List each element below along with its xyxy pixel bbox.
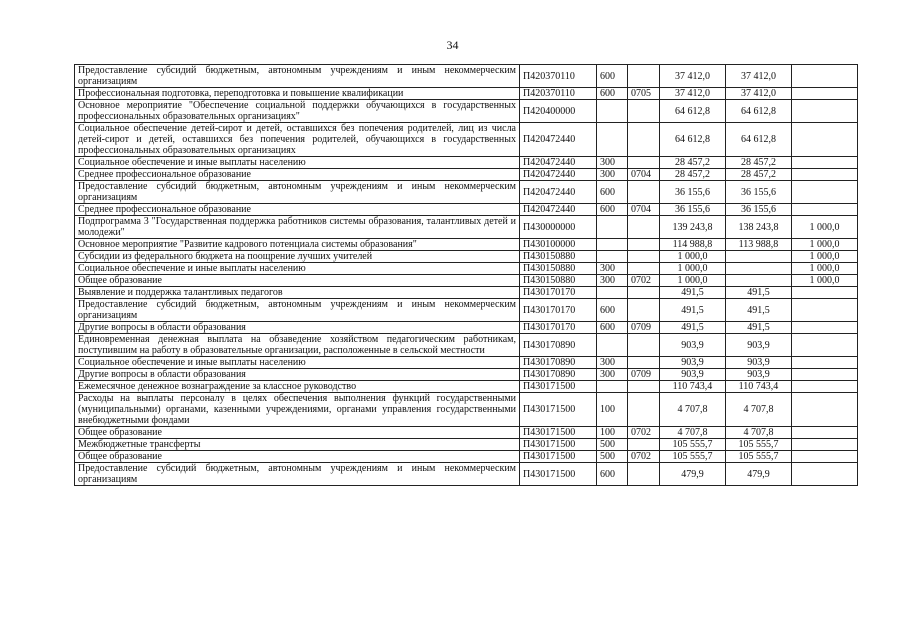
amount-regional: 479,9 (726, 463, 792, 486)
section-code (628, 334, 660, 357)
budget-item-name: Подпрограмма 3 "Государственная поддержка работников системы образования, талантливых детей и молодежи" (75, 216, 520, 239)
amount-federal (792, 204, 858, 216)
amount-regional (726, 275, 792, 287)
amount-federal: 1 000,0 (792, 251, 858, 263)
expense-type-code (597, 334, 628, 357)
budget-item-code: П430170890 (520, 357, 597, 369)
amount-total: 139 243,8 (660, 216, 726, 239)
amount-total: 36 155,6 (660, 181, 726, 204)
amount-total: 105 555,7 (660, 451, 726, 463)
budget-item-code: П430170890 (520, 369, 597, 381)
table-row (75, 275, 858, 287)
budget-item-name: Другие вопросы в области образования (75, 322, 520, 334)
amount-federal (792, 381, 858, 393)
expense-type-code: 600 (597, 204, 628, 216)
amount-regional: 138 243,8 (726, 216, 792, 239)
budget-item-name: Профессиональная подготовка, переподготовка и повышение квалификации (75, 88, 520, 100)
expense-type-code: 300 (597, 157, 628, 169)
expense-type-code: 100 (597, 393, 628, 427)
amount-total: 903,9 (660, 369, 726, 381)
amount-total: 105 555,7 (660, 439, 726, 451)
amount-federal (792, 123, 858, 157)
amount-total: 28 457,2 (660, 157, 726, 169)
amount-federal (792, 181, 858, 204)
amount-regional: 36 155,6 (726, 181, 792, 204)
expense-type-code: 500 (597, 451, 628, 463)
budget-item-code: П420400000 (520, 100, 597, 123)
expense-type-code: 600 (597, 181, 628, 204)
budget-item-code: П430100000 (520, 239, 597, 251)
section-code: 0705 (628, 88, 660, 100)
expense-type-code: 300 (597, 275, 628, 287)
amount-regional: 903,9 (726, 334, 792, 357)
amount-total: 1 000,0 (660, 275, 726, 287)
section-code: 0704 (628, 204, 660, 216)
amount-federal: 1 000,0 (792, 275, 858, 287)
budget-item-name: Предоставление субсидий бюджетным, автономным учреждениям и иным некоммерческим организациям (75, 65, 520, 88)
budget-item-code: П420472440 (520, 123, 597, 157)
amount-regional: 903,9 (726, 357, 792, 369)
budget-table (74, 64, 858, 486)
budget-item-code: П430150880 (520, 251, 597, 263)
section-code (628, 239, 660, 251)
amount-total: 28 457,2 (660, 169, 726, 181)
expense-type-code: 600 (597, 322, 628, 334)
amount-total: 64 612,8 (660, 100, 726, 123)
amount-total: 4 707,8 (660, 427, 726, 439)
amount-regional: 113 988,8 (726, 239, 792, 251)
budget-item-name: Предоставление субсидий бюджетным, автономным учреждениям и иным некоммерческим организациям (75, 181, 520, 204)
budget-item-code: П420472440 (520, 204, 597, 216)
section-code (628, 439, 660, 451)
expense-type-code: 600 (597, 299, 628, 322)
expense-type-code (597, 381, 628, 393)
expense-type-code: 300 (597, 169, 628, 181)
expense-type-code: 600 (597, 65, 628, 88)
amount-total: 903,9 (660, 334, 726, 357)
section-code (628, 287, 660, 299)
amount-regional: 105 555,7 (726, 451, 792, 463)
amount-regional (726, 263, 792, 275)
budget-item-name: Основное мероприятие "Развитие кадрового потенциала системы образования" (75, 239, 520, 251)
amount-federal (792, 322, 858, 334)
amount-federal (792, 100, 858, 123)
table-row (75, 369, 858, 381)
expense-type-code: 600 (597, 88, 628, 100)
budget-item-code: П430170890 (520, 334, 597, 357)
amount-federal: 1 000,0 (792, 263, 858, 275)
budget-item-name: Социальное обеспечение и иные выплаты населению (75, 157, 520, 169)
expense-type-code: 600 (597, 463, 628, 486)
amount-total: 4 707,8 (660, 393, 726, 427)
table-row (75, 381, 858, 393)
section-code (628, 393, 660, 427)
section-code (628, 263, 660, 275)
amount-federal (792, 427, 858, 439)
amount-total: 491,5 (660, 299, 726, 322)
budget-item-name: Социальное обеспечение и иные выплаты населению (75, 263, 520, 275)
budget-item-name: Предоставление субсидий бюджетным, автономным учреждениям и иным некоммерческим организациям (75, 299, 520, 322)
budget-table-body (75, 65, 858, 486)
expense-type-code: 500 (597, 439, 628, 451)
table-row (75, 393, 858, 427)
budget-item-name: Межбюджетные трансферты (75, 439, 520, 451)
budget-item-name: Общее образование (75, 427, 520, 439)
table-row (75, 263, 858, 275)
section-code (628, 181, 660, 204)
budget-item-code: П430150880 (520, 263, 597, 275)
table-row (75, 123, 858, 157)
budget-item-code: П430171500 (520, 451, 597, 463)
budget-item-code: П430171500 (520, 393, 597, 427)
expense-type-code: 300 (597, 369, 628, 381)
expense-type-code: 300 (597, 263, 628, 275)
amount-regional: 491,5 (726, 299, 792, 322)
amount-federal (792, 157, 858, 169)
budget-item-code: П420370110 (520, 88, 597, 100)
table-row (75, 239, 858, 251)
section-code (628, 299, 660, 322)
expense-type-code (597, 251, 628, 263)
amount-total: 37 412,0 (660, 88, 726, 100)
amount-federal (792, 357, 858, 369)
amount-federal (792, 299, 858, 322)
amount-federal (792, 169, 858, 181)
amount-total: 491,5 (660, 287, 726, 299)
table-row (75, 287, 858, 299)
budget-item-name: Общее образование (75, 275, 520, 287)
expense-type-code: 300 (597, 357, 628, 369)
amount-federal: 1 000,0 (792, 239, 858, 251)
table-row (75, 251, 858, 263)
amount-federal (792, 287, 858, 299)
budget-item-name: Общее образование (75, 451, 520, 463)
amount-federal: 1 000,0 (792, 216, 858, 239)
budget-item-code: П430170170 (520, 322, 597, 334)
amount-regional: 64 612,8 (726, 100, 792, 123)
table-row (75, 204, 858, 216)
amount-regional: 4 707,8 (726, 427, 792, 439)
amount-regional: 36 155,6 (726, 204, 792, 216)
expense-type-code (597, 100, 628, 123)
table-row (75, 451, 858, 463)
table-row (75, 334, 858, 357)
budget-item-name: Расходы на выплаты персоналу в целях обеспечения выполнения функций государственными (муниципальными) органами, казенными учреждениями, органами управления государственными внебюджетными фондами (75, 393, 520, 427)
section-code: 0702 (628, 275, 660, 287)
section-code (628, 251, 660, 263)
table-row (75, 100, 858, 123)
section-code: 0702 (628, 427, 660, 439)
expense-type-code (597, 287, 628, 299)
table-row (75, 463, 858, 486)
amount-regional: 37 412,0 (726, 88, 792, 100)
amount-federal (792, 393, 858, 427)
budget-item-code: П430150880 (520, 275, 597, 287)
amount-regional (726, 251, 792, 263)
budget-item-name: Ежемесячное денежное вознаграждение за классное руководство (75, 381, 520, 393)
amount-regional: 28 457,2 (726, 169, 792, 181)
amount-regional: 110 743,4 (726, 381, 792, 393)
amount-regional: 491,5 (726, 287, 792, 299)
amount-regional: 37 412,0 (726, 65, 792, 88)
section-code (628, 123, 660, 157)
amount-regional: 903,9 (726, 369, 792, 381)
amount-federal (792, 451, 858, 463)
amount-total: 110 743,4 (660, 381, 726, 393)
budget-item-name: Среднее профессиональное образование (75, 204, 520, 216)
amount-total: 1 000,0 (660, 263, 726, 275)
budget-item-code: П420472440 (520, 181, 597, 204)
amount-federal (792, 65, 858, 88)
table-row (75, 322, 858, 334)
table-row (75, 181, 858, 204)
budget-item-code: П420472440 (520, 157, 597, 169)
table-row (75, 439, 858, 451)
amount-regional: 491,5 (726, 322, 792, 334)
amount-federal (792, 369, 858, 381)
budget-item-name: Выявление и поддержка талантливых педагогов (75, 287, 520, 299)
amount-federal (792, 463, 858, 486)
table-row (75, 157, 858, 169)
table-row (75, 65, 858, 88)
section-code (628, 100, 660, 123)
amount-total: 479,9 (660, 463, 726, 486)
section-code (628, 357, 660, 369)
expense-type-code: 100 (597, 427, 628, 439)
budget-item-name: Основное мероприятие "Обеспечение социальной поддержки обучающихся в государственных профессиональных образовательных организациях" (75, 100, 520, 123)
amount-regional: 64 612,8 (726, 123, 792, 157)
amount-regional: 28 457,2 (726, 157, 792, 169)
budget-item-code: П430171500 (520, 463, 597, 486)
section-code: 0709 (628, 322, 660, 334)
budget-item-code: П420370110 (520, 65, 597, 88)
table-row (75, 357, 858, 369)
amount-total: 1 000,0 (660, 251, 726, 263)
section-code: 0709 (628, 369, 660, 381)
budget-item-name: Социальное обеспечение и иные выплаты населению (75, 357, 520, 369)
section-code (628, 157, 660, 169)
amount-federal (792, 88, 858, 100)
amount-regional: 4 707,8 (726, 393, 792, 427)
expense-type-code (597, 239, 628, 251)
budget-item-code: П420472440 (520, 169, 597, 181)
budget-item-code: П430170170 (520, 299, 597, 322)
amount-total: 114 988,8 (660, 239, 726, 251)
table-row (75, 216, 858, 239)
page-number: 34 (446, 38, 459, 52)
table-row (75, 169, 858, 181)
budget-item-code: П430000000 (520, 216, 597, 239)
budget-item-code: П430170170 (520, 287, 597, 299)
section-code (628, 381, 660, 393)
table-row (75, 299, 858, 322)
expense-type-code (597, 123, 628, 157)
budget-item-name: Единовременная денежная выплата на обзаведение хозяйством педагогическим работникам, поступившим на работу в образовательные организации, расположенные в сельской местности (75, 334, 520, 357)
section-code: 0704 (628, 169, 660, 181)
amount-federal (792, 334, 858, 357)
budget-item-name: Субсидии из федерального бюджета на поощрение лучших учителей (75, 251, 520, 263)
section-code (628, 65, 660, 88)
budget-item-name: Социальное обеспечение детей-сирот и детей, оставшихся без попечения родителей, лиц из числа детей-сирот и детей, оставшихся без попечения родителей, обучающихся в государственных профессиональных образовательных организациях (75, 123, 520, 157)
amount-total: 64 612,8 (660, 123, 726, 157)
table-row (75, 427, 858, 439)
amount-federal (792, 439, 858, 451)
table-row (75, 88, 858, 100)
amount-total: 37 412,0 (660, 65, 726, 88)
budget-item-name: Предоставление субсидий бюджетным, автономным учреждениям и иным некоммерческим организациям (75, 463, 520, 486)
budget-item-code: П430171500 (520, 427, 597, 439)
budget-item-code: П430171500 (520, 439, 597, 451)
amount-total: 903,9 (660, 357, 726, 369)
amount-regional: 105 555,7 (726, 439, 792, 451)
budget-item-code: П430171500 (520, 381, 597, 393)
budget-item-name: Другие вопросы в области образования (75, 369, 520, 381)
section-code: 0702 (628, 451, 660, 463)
section-code (628, 463, 660, 486)
section-code (628, 216, 660, 239)
amount-total: 36 155,6 (660, 204, 726, 216)
amount-total: 491,5 (660, 322, 726, 334)
budget-item-name: Среднее профессиональное образование (75, 169, 520, 181)
expense-type-code (597, 216, 628, 239)
